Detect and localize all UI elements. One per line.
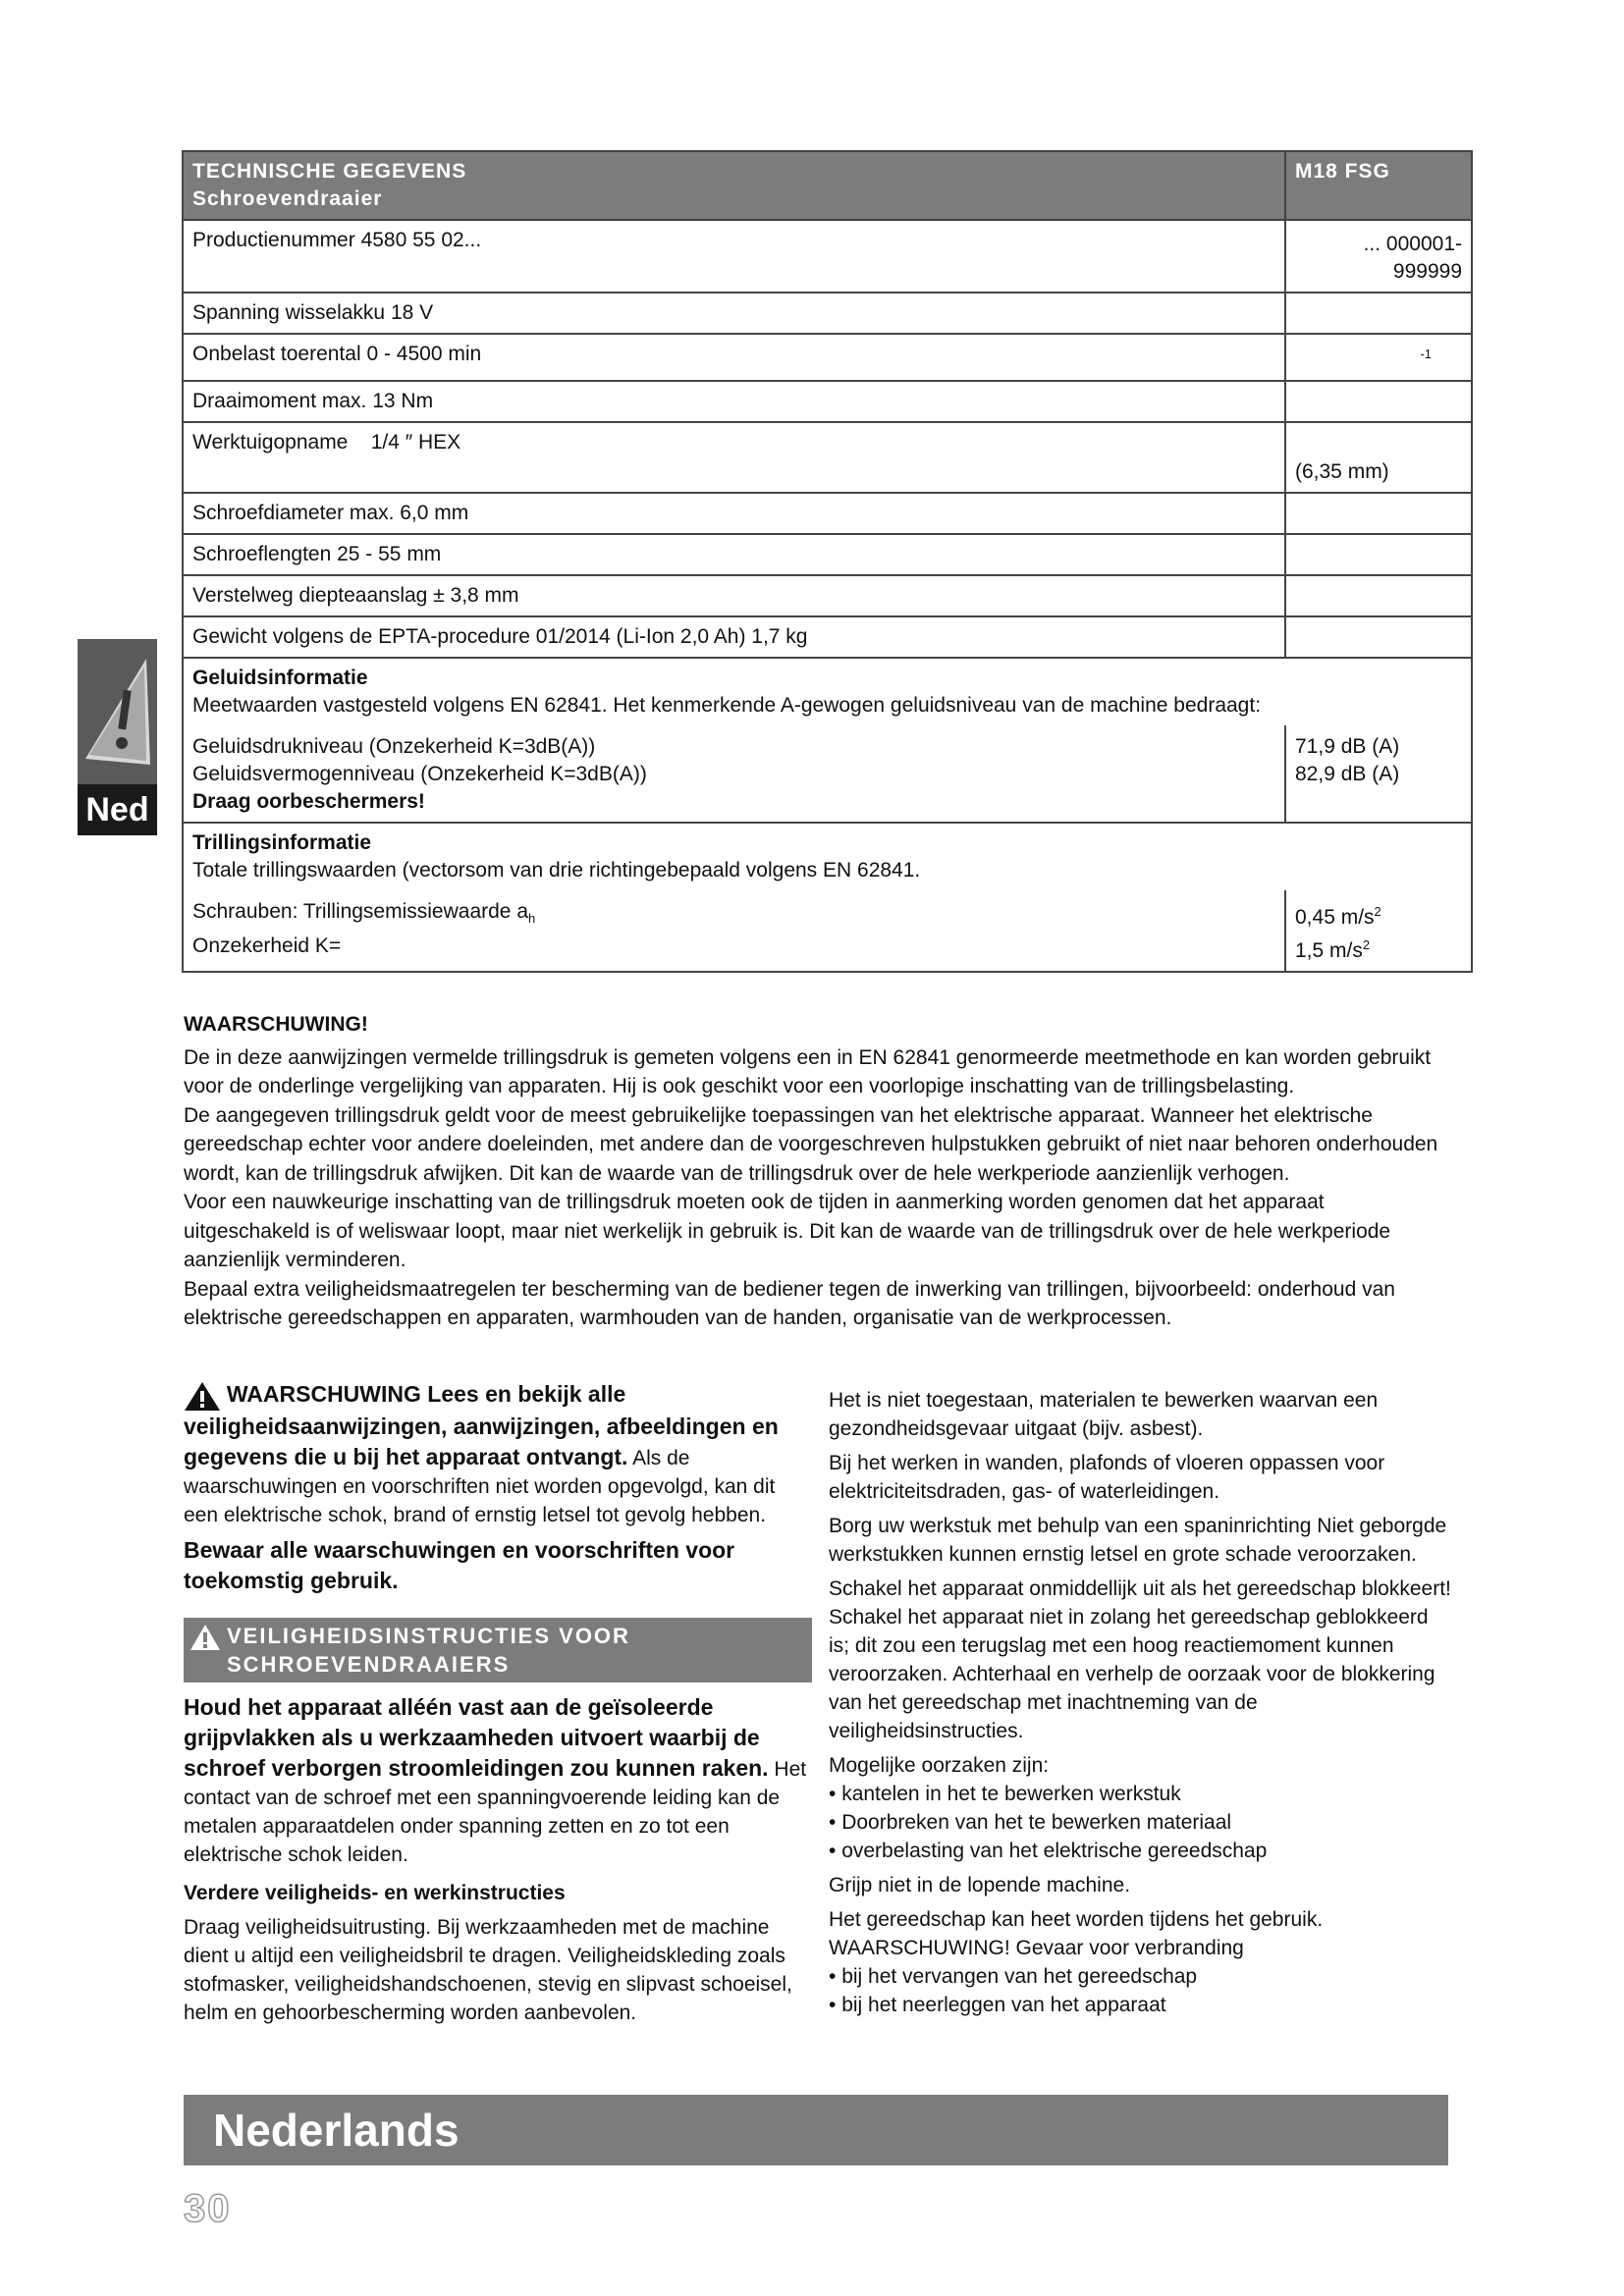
burn-list [829,1962,1452,2019]
warning-paragraph: De aangegeven trillingsdruk geldt voor de meest gebruikelijke toepassingen van het elektrische apparaat. Wanneer het elektrische gereedschap echter voor andere doeleinden, met andere dan de voorgeschreven hulpstukken gebruikt of niet naar behoren onderhouden wordt, kan de trillingsdruk afwijken. Dit kan de waarde van de trillingsdruk over de hele werkperiode aanzienlijk verhogen. [184,1103,1438,1185]
safety-warning: WAARSCHUWING Lees en bekijk alle veiligheidsaanwijzingen, aanwijzingen, afbeeldingen en gegevens die u bij het apparaat ontvangt. Als de waarschuwingen en voorschriften niet worden opgevolgd, kan dit een elektrische schok, brand of ernstig letsel tot gevolg hebben. [184,1381,779,1527]
vibration-line: Onzekerheid K= [192,934,342,958]
spec-value [1285,575,1472,616]
warning-triangle-icon [189,1624,221,1651]
vibration-values-row [183,890,1472,972]
spec-row [183,575,1472,616]
instruction-paragraph: Borg uw werkstuk met behulp van een spaninrichting Niet geborgde werkstukken kunnen ernstig letsel en grote schade veroorzaken. [829,1515,1447,1566]
list-item: • bij het vervangen van het gereedschap [829,1962,1452,1991]
spec-value [1285,381,1472,422]
instruction-paragraph: Het gereedschap kan heet worden tijdens het gebruik. [829,1908,1324,1931]
vibration-labels [183,890,1285,972]
language-footer-bar: Nederlands [184,2095,1448,2165]
spec-label: Werktuigopname 1/4 ″ HEX [183,422,1285,493]
instruction-paragraph: Grijp niet in de lopende machine. [829,1874,1131,1896]
vibration-value: 0,45 $m/s^2$ [1295,904,1381,929]
spec-subtitle: Schroevendraaier [192,187,383,210]
hold-instruction: Houd het apparaat alléén vast aan de geïsoleerde grijpvlakken als u werkzaamheden uitvoert waarbij de schroef verborgen stroomleidingen zou kunnen raken. Het contact van de schroef met een spanningvoerende leiding kan de metalen apparaatdelen onder spanning zetten en zo tot een elektrische schok leiden. [184,1694,807,1867]
spec-row [183,422,1472,493]
spec-header-model: M18 FSG [1285,151,1472,220]
vibration-header-row [183,823,1472,890]
noise-header [183,658,1472,725]
noise-line: Geluidsdrukniveau (Onzekerheid K=3dB(A)) [192,735,596,758]
noise-intro: Meetwaarden vastgesteld volgens EN 62841. Het kenmerkende A-gewogen geluidsniveau van de machine bedraagt: [192,694,1262,717]
spec-row [183,493,1472,534]
spec-row [183,220,1472,293]
warning-title: WAARSCHUWING! [184,1013,368,1036]
spec-row [183,293,1472,334]
warning-paragraph: De in deze aanwijzingen vermelde trillingsdruk is gemeten volgens een in EN 62841 genormeerde meetmethode en kan worden gebruikt voor de onderlinge vergelijking van apparaten. Hij is ook geschikt voor een voorlopige inschatting van de trillingsbelasting. [184,1045,1432,1097]
spec-row [183,534,1472,575]
spec-label: Onbelast toerental 0 - 4500 min [183,334,1285,381]
causes-title: Mogelijke oorzaken zijn: [829,1754,1050,1777]
noise-labels [183,725,1285,823]
vibration-warning [184,1010,1452,1333]
vibration-values [1285,890,1472,972]
spec-label: Schroeflengten 25 - 55 mm [183,534,1285,575]
warning-exclamation-icon [78,639,157,784]
warning-paragraph: Bepaal extra veiligheidsmaatregelen ter bescherming van de bediener tegen de inwerking van trillingen, bijvoorbeeld: onderhoud van elektrische gereedschappen en apparaten, warmhouden van de handen, organisatie van de werkprocessen. [184,1277,1395,1329]
noise-title: Geluidsinformatie [192,667,368,689]
noise-value: 82,9 dB (A) [1295,763,1400,785]
spec-row [183,334,1472,381]
spec-table [182,150,1473,973]
noise-line: Geluidsvermogenniveau (Onzekerheid K=3dB(A)) [192,763,647,785]
spec-header-title [183,151,1285,220]
spec-label: Schroefdiameter max. 6,0 mm [183,493,1285,534]
spec-value [1285,493,1472,534]
spec-value: ... 000001-999999 [1285,220,1472,293]
page-number: 30 [184,2187,232,2230]
list-item: • kantelen in het te bewerken werkstuk [829,1780,1452,1808]
instruction-paragraph: Bij het werken in wanden, plafonds of vloeren oppassen voor elektriciteitsdraden, gas- of waterleidingen. [829,1452,1385,1503]
instruction-paragraph: Schakel het apparaat onmiddellijk uit als het gereedschap blokkeert! Schakel het apparaat niet in zolang het gereedschap geblokkeerd is; dit zou een terugslag met een hoog reactiemoment kunnen veroorzaken. Achterhaal en verhelp de oorzaak voor de blokkering van het gereedschap met inachtneming van de veiligheidsinstructies. [829,1577,1451,1742]
spec-label: Draaimoment max. 13 Nm [183,381,1285,422]
spec-value: (6,35 mm) [1285,422,1472,493]
spec-value [1285,616,1472,658]
spec-label: Productienummer 4580 55 02... [183,220,1285,293]
left-column [184,1379,812,2033]
vibration-value: 1,5 $m/s^2$ [1295,937,1371,962]
noise-header-row [183,658,1472,725]
list-item: • bij het neerleggen van het apparaat [829,1991,1452,2019]
spec-label: Gewicht volgens de EPTA-procedure 01/2014 (Li-Ion 2,0 Ah) 1,7 kg [183,616,1285,658]
noise-values-row [183,725,1472,823]
right-column [829,1386,1452,2019]
vibration-intro: Totale trillingswaarden (vectorsom van drie richtingebepaald volgens EN 62841. [192,859,921,881]
side-tab-label: Ned [78,784,157,835]
spec-value [1285,534,1472,575]
list-item: • Doorbreken van het te bewerken materiaal [829,1808,1452,1837]
burn-warning: WAARSCHUWING! Gevaar voor verbranding [829,1937,1244,1959]
vibration-title: Trillingsinformatie [192,831,372,854]
warning-paragraph: Voor een nauwkeurige inschatting van de trillingsdruk moeten ook de tijden in aanmerking worden genomen dat het apparaat uitgeschakeld is of weliswaar loopt, maar niet werkelijk in gebruik is. Dit kan de waarde van de trillingsdruk over de hele werkperiode aanzienlijk verminderen. [184,1191,1391,1271]
vibration-header [183,823,1472,890]
warning-triangle-icon [184,1380,221,1412]
noise-values [1285,725,1472,823]
language-side-tab [78,639,157,835]
subsection-title: Verdere veiligheids- en werkinstructies [184,1882,566,1905]
vibration-line: Schrauben: Trillingsemissiewaarde $a_h$ [192,900,536,927]
spec-label: Verstelweg diepteaanslag ± 3,8 mm [183,575,1285,616]
protective-equipment: Draag veiligheidsuitrusting. Bij werkzaamheden met de machine dient u altijd een veiligheidsbril te dragen. Veiligheidskleding zoals stofmasker, veiligheidshandschoenen, stevig en slipvast schoeisel, helm en gehoorbescherming worden aanbevolen. [184,1916,792,2025]
spec-header-row [183,151,1472,220]
noise-value: 71,9 dB (A) [1295,735,1400,758]
spec-value [1285,293,1472,334]
instruction-paragraph: Het is niet toegestaan, materialen te bewerken waarvan een gezondheidsgevaar uitgaat (bijv. asbest). [829,1389,1379,1440]
spec-title: TECHNISCHE GEGEVENS [192,160,467,183]
noise-warning: Draag oorbeschermers! [192,790,425,813]
keep-instructions: Bewaar alle waarschuwingen en voorschriften voor toekomstig gebruik. [184,1537,735,1594]
spec-label: Spanning wisselakku 18 V [183,293,1285,334]
section-header: VEILIGHEIDSINSTRUCTIES VOOR SCHROEVENDRAAIERS [184,1618,812,1682]
spec-row [183,616,1472,658]
causes-list [829,1780,1452,1865]
side-tab-icon-area [78,639,157,784]
spec-value: -1 [1285,334,1472,381]
list-item: • overbelasting van het elektrische gereedschap [829,1837,1452,1865]
spec-row [183,381,1472,422]
